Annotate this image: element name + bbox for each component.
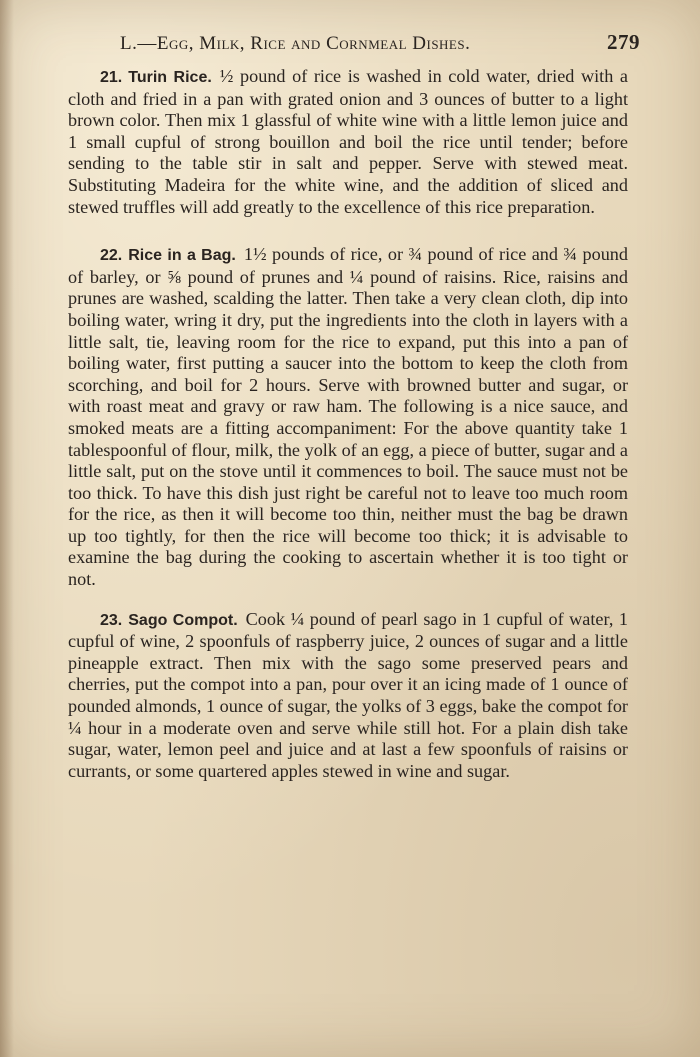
recipe-rice-in-a-bag [68, 244, 628, 591]
recipe-number: 21. [100, 69, 123, 86]
recipe-number: 22. [100, 247, 123, 265]
running-head [120, 30, 640, 55]
recipe-paragraph [68, 244, 628, 591]
recipe-paragraph [68, 66, 628, 218]
recipe-sago-compot [68, 609, 628, 783]
page-body [68, 66, 628, 802]
binding-edge-shadow [0, 0, 14, 1057]
recipe-paragraph [68, 609, 628, 783]
chapter-title: L.—Egg, Milk, Rice and Cornmeal Dishes. [120, 33, 471, 54]
recipe-turin-rice [68, 66, 628, 218]
recipe-name: Rice in a Bag. [128, 247, 236, 265]
recipe-name: Turin Rice. [128, 69, 212, 86]
recipe-number: 23. [100, 611, 123, 629]
page-number: 279 [607, 30, 640, 54]
recipe-text: ½ pound of rice is washed in cold water, dried with a cloth and fried in a pan with grated onion and 3 ounces of butter to a light brown color. Then mix 1 glassful of white wine with a little lemon juice and 1 small cupful of strong bouillon and boil the rice until tender; before sending to the table stir in salt and pepper. Serve with stewed meat. Substituting Madeira for the white wine, and the addition of sliced and stewed truffles will add greatly to the excellence of this rice preparation. [68, 66, 628, 217]
recipe-name: Sago Compot. [128, 611, 238, 629]
recipe-text: Cook ¼ pound of pearl sago in 1 cupful of water, 1 cupful of wine, 2 spoonfuls of raspberry juice, 2 ounces of sugar and a little pineapple extract. Then mix with the sago some preserved pears and cherries, put the compot into a pan, pour over it an icing made of 1 ounce of pounded almonds, 1 ounce of sugar, the yolks of 3 eggs, bake the compot for ¼ hour in a moderate oven and serve while still hot. For a plain dish take sugar, water, lemon peel and juice and at last a few spoonfuls of raisins or currants, or some quartered apples stewed in wine and sugar. [68, 608, 629, 781]
recipe-text: 1½ pounds of rice, or ¾ pound of rice and ¾ pound of barley, or ⅝ pound of prunes and ¼ pound of raisins. Rice, raisins and prunes are washed, scalding the latter. Then take a very clean cloth, dip into boiling water, wring it dry, put the ingredients into the cloth in layers with a little salt, tie, leaving room for the rice to expand, put this into a pan of boiling water, first putting a saucer into the bottom to keep the cloth from scorching, and boil for 2 hours. Serve with browned butter and sugar, or with roast meat and gravy or raw ham. The following is a nice sauce, and smoked meats are a fitting accompaniment: For the above quantity take 1 tablespoonful of flour, milk, the yolk of an egg, a piece of butter, sugar and a little salt, put on the stove until it commences to boil. The sauce must not be too thick. To have this dish just right be careful not to leave too much room for the rice, as then it will become too thin, neither must the bag be drawn up too tightly, for then the rice will become too thick; it is advisable to examine the bag during the cooking to ascertain whether it is too tight or not. [68, 244, 628, 590]
